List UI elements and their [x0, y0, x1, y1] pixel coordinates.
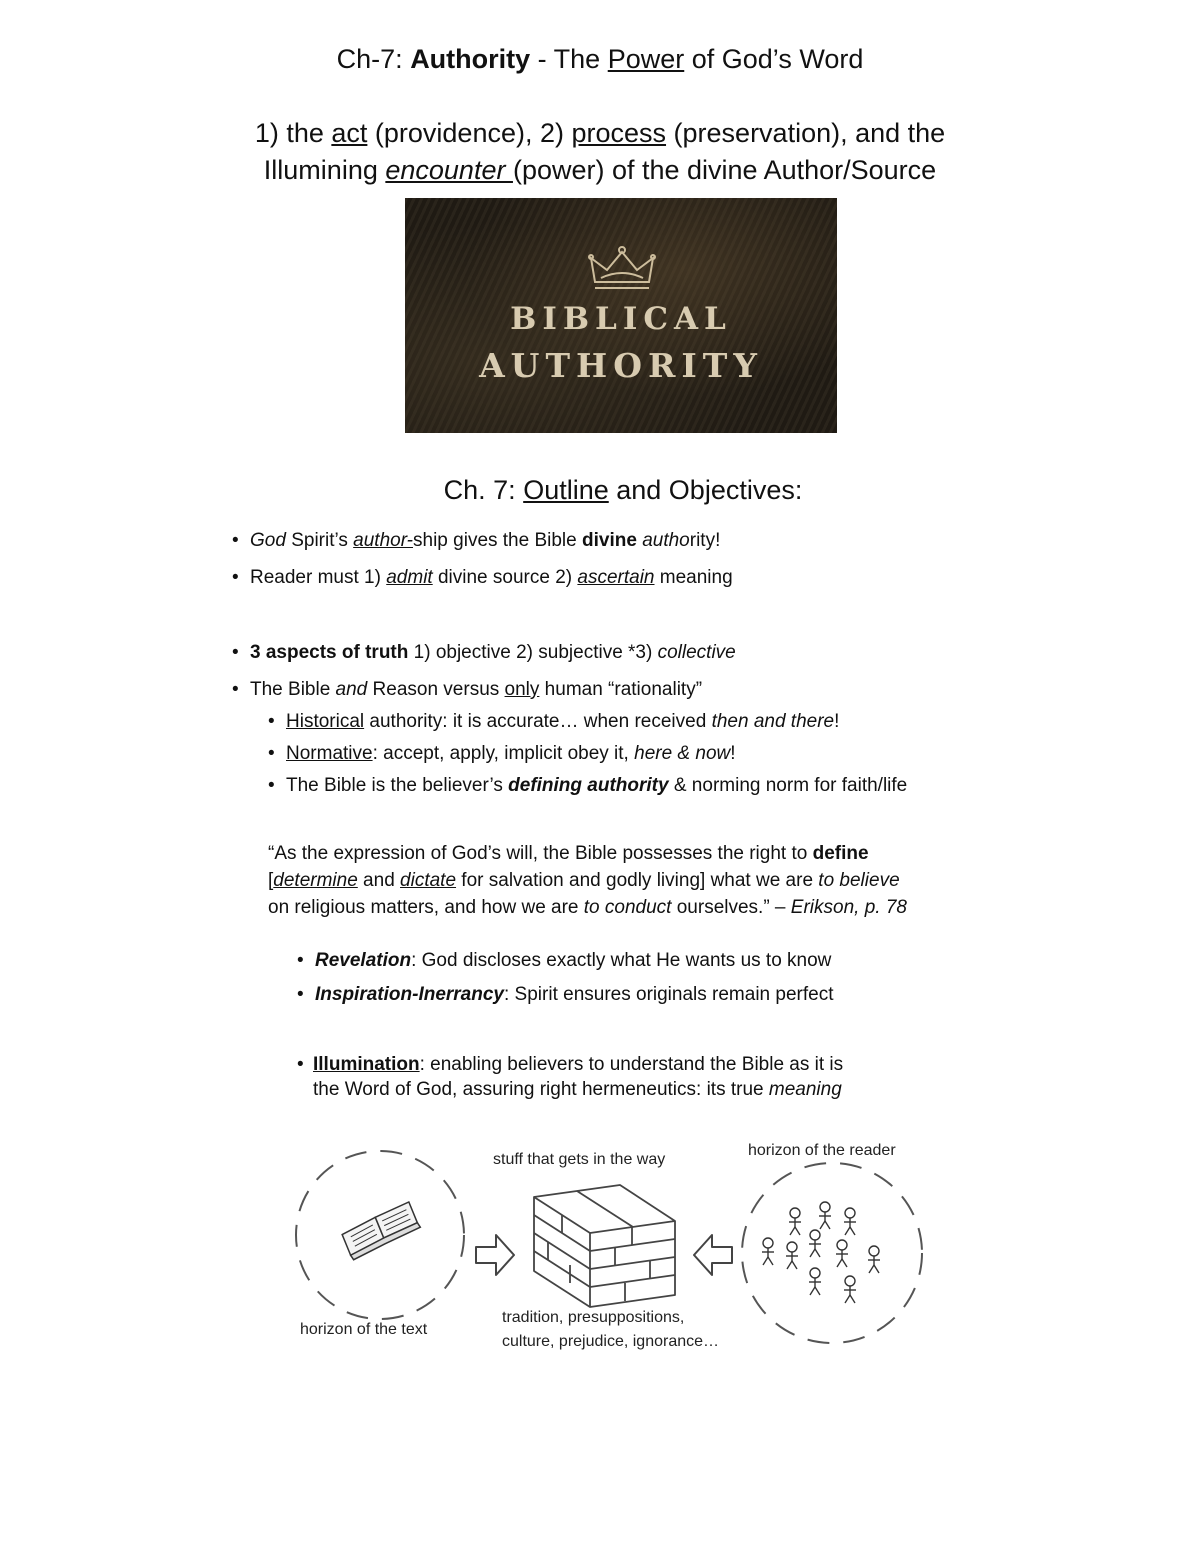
bullet-text: admit — [386, 567, 433, 588]
bullet-text: ! — [730, 743, 736, 764]
banner-line-1: BIBLICAL — [510, 301, 732, 337]
quote-text: for salvation and godly living] what we are — [456, 870, 819, 891]
quote-text: “As the expression of God’s will, the Bible possesses the right to — [268, 843, 813, 864]
sub-text: Illumining — [263, 155, 386, 185]
bullet-revelation — [297, 948, 831, 974]
reader-horizon-circle — [742, 1163, 922, 1343]
bullet-text: meaning — [654, 567, 733, 588]
quote-text: and — [357, 870, 401, 891]
arrow-right-icon — [476, 1235, 514, 1275]
bullet-text: : accept, apply, implicit obey it, — [372, 743, 635, 764]
sub-process: process — [571, 118, 667, 148]
bullet-aspects-of-truth — [232, 640, 736, 666]
label-tradition-line-1: tradition, presuppositions, — [502, 1309, 685, 1326]
outline-underlined: Outline — [523, 475, 609, 505]
brick-wall-icon — [534, 1185, 675, 1307]
bullet-dot: • — [297, 984, 304, 1005]
sub-encounter: encounter — [385, 155, 513, 185]
arrow-left-icon — [694, 1235, 732, 1275]
bullet-text: Reader must 1) — [250, 567, 387, 588]
crown-icon — [587, 244, 657, 294]
bullet-dot: • — [297, 1054, 304, 1075]
illumination-line-1 — [297, 1052, 843, 1077]
page-title — [0, 40, 1200, 78]
bullet-text: and — [335, 679, 368, 700]
bullet-text: 1) objective 2) subjective *3) — [408, 642, 658, 663]
label-horizon-of-text: horizon of the text — [300, 1321, 428, 1338]
bullet-text: author- — [353, 530, 414, 551]
erikson-quote — [268, 840, 988, 921]
bullet-text: Inspiration-Inerrancy — [315, 984, 504, 1005]
subtitle-line-2 — [0, 152, 1200, 189]
bullet-text: authority: it is accurate… when received — [364, 711, 712, 732]
bullet-text: : enabling believers to understand the Bible as it is — [419, 1054, 844, 1075]
bullet-text: divine source 2) — [432, 567, 578, 588]
bullet-text: ascertain — [577, 567, 655, 588]
quote-text: define — [812, 843, 869, 864]
bullet-text: autho — [642, 530, 690, 551]
bullet-text: divine — [582, 530, 637, 551]
sub-text: (providence), 2) — [367, 118, 572, 148]
bullet-text: : Spirit ensures originals remain perfect — [504, 984, 834, 1005]
title-prefix: Ch-7: — [336, 44, 411, 74]
sub-act: act — [331, 118, 368, 148]
bullet-dot: • — [268, 711, 275, 732]
bullet-dot: • — [268, 775, 275, 796]
bullet-text: ! — [834, 711, 840, 732]
label-horizon-of-reader: horizon of the reader — [748, 1142, 896, 1159]
bullet-text: Illumination — [313, 1054, 420, 1075]
title-mid: - The — [530, 44, 608, 74]
bullet-text: The Bible is the believer’s — [286, 775, 509, 796]
title-suffix: of God’s Word — [684, 44, 864, 74]
bullet-text: Reason versus — [367, 679, 505, 700]
label-tradition-line-2: culture, prejudice, ignorance… — [502, 1333, 720, 1350]
bullet-text: collective — [657, 642, 736, 663]
bullet-dot: • — [268, 743, 275, 764]
outline-text: and Objectives: — [608, 475, 803, 505]
quote-text: to believe — [818, 870, 900, 891]
outline-heading — [0, 472, 1200, 508]
bullet-dot: • — [232, 530, 239, 551]
outline-text: Ch. 7: — [443, 475, 524, 505]
quote-text: [ — [268, 870, 274, 891]
quote-text: ourselves.” – — [671, 897, 791, 918]
bullet-text: The Bible — [250, 679, 336, 700]
bullet-text: : God discloses exactly what He wants us to know — [411, 950, 832, 971]
bullet-text: human “rationality” — [539, 679, 703, 700]
bullet-text: rity! — [689, 530, 721, 551]
bullet-text: Historical — [286, 711, 365, 732]
bullet-text: 3 aspects of truth — [250, 642, 409, 663]
bullet-text: only — [504, 679, 540, 700]
sub-text: (power) of the divine Author/Source — [512, 155, 937, 185]
sub-text: 1) the — [254, 118, 332, 148]
quote-citation: Erikson, p. 78 — [790, 897, 907, 918]
bullet-authorship — [232, 528, 720, 554]
bullet-text: God — [250, 530, 286, 551]
bullet-text: Spirit’s — [285, 530, 354, 551]
banner-line-2: AUTHORITY — [479, 346, 763, 385]
bullet-illumination — [297, 1052, 843, 1102]
sub-bullet-historical — [268, 709, 839, 735]
sub-bullet-normative — [268, 741, 736, 767]
bullet-text: Normative — [286, 743, 373, 764]
bullet-text: the Word of God, assuring right hermeneutics: its true — [313, 1079, 769, 1100]
quote-text: determine — [273, 870, 358, 891]
book-icon — [338, 1201, 424, 1261]
bullet-text: here & now — [634, 743, 731, 764]
bullet-dot: • — [232, 567, 239, 588]
label-stuff-in-the-way: stuff that gets in the way — [493, 1151, 666, 1168]
quote-text: to conduct — [583, 897, 672, 918]
quote-line-2 — [268, 867, 988, 894]
quote-line-1 — [268, 840, 988, 867]
bullet-text: defining authority — [508, 775, 669, 796]
subtitle-line-1 — [0, 115, 1200, 152]
bullet-dot: • — [297, 950, 304, 971]
horizons-diagram — [290, 1135, 940, 1370]
bullet-reader — [232, 565, 733, 591]
bullet-text: ship gives the Bible — [413, 530, 583, 551]
bullet-dot: • — [232, 642, 239, 663]
bullet-text: meaning — [768, 1079, 842, 1100]
bullet-bible-and-reason — [232, 677, 702, 703]
bullet-text: Revelation — [315, 950, 412, 971]
bullet-inspiration — [297, 982, 833, 1008]
people-icon — [762, 1202, 880, 1303]
sub-bullet-defining-authority — [268, 773, 907, 799]
bullet-dot: • — [232, 679, 239, 700]
title-bold: Authority — [410, 44, 531, 74]
page-subtitle — [0, 115, 1200, 189]
bullet-text: then and there — [711, 711, 835, 732]
bullet-text: & norming norm for faith/life — [668, 775, 908, 796]
quote-line-3 — [268, 894, 988, 921]
title-underlined: Power — [607, 44, 685, 74]
biblical-authority-banner — [405, 198, 837, 433]
quote-text: dictate — [400, 870, 457, 891]
illumination-line-2 — [297, 1077, 843, 1102]
quote-text: on religious matters, and how we are — [268, 897, 584, 918]
sub-text: (preservation), and the — [666, 118, 946, 148]
